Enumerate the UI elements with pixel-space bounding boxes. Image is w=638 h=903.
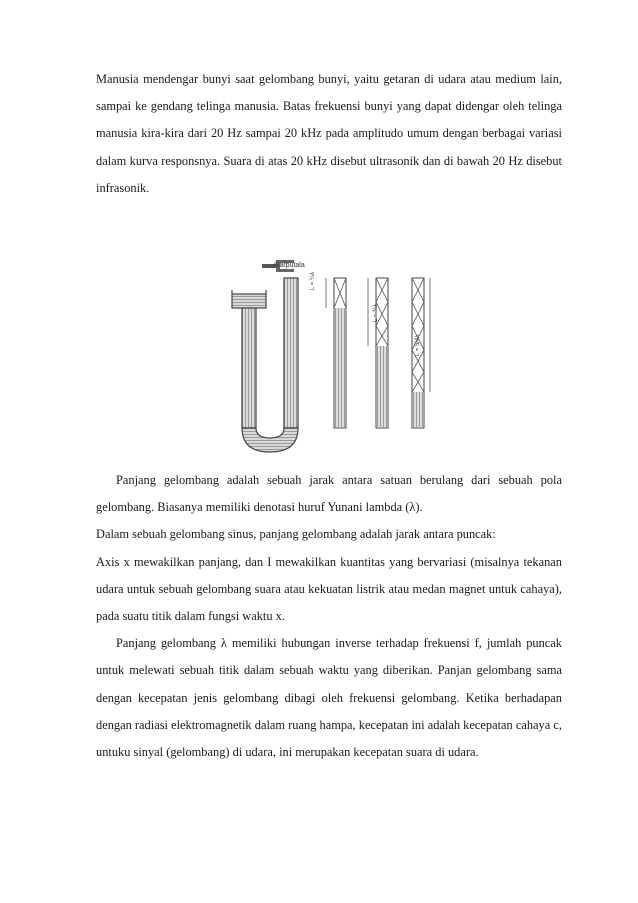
lambda-label-3: L = 5/4λ xyxy=(415,334,421,356)
garputala-label: Garputala xyxy=(274,262,305,269)
resonance-tube-diagram xyxy=(214,250,438,460)
paragraph-axis: Axis x mewakilkan panjang, dan I mewakilkan kuantitas yang bervariasi (misalnya tekanan udara untuk sebuah gelombang suara atau kekuatan listrik atau medan magnet untuk cahaya), pada suatu titik dalam fungsi waktu x. xyxy=(96,554,562,624)
resonance-tube-2 xyxy=(368,278,388,428)
paragraph-hearing: Manusia mendengar bunyi saat gelombang bunyi, yaitu getaran di udara atau medium lain, sampai ke gendang telinga manusia. Batas frekuensi bunyi yang dapat didengar oleh telinga manusia kira-kira dari 20 Hz sampai 20 kHz pada amplitudo umum dengan berbagai variasi dalam kurva responsnya. Suara di atas 20 kHz disebut ultrasonik dan di bawah 20 Hz disebut infrasonik. xyxy=(96,72,562,195)
paragraph-wavelength-def: Panjang gelombang adalah sebuah jarak antara satuan berulang dari sebuah pola gelombang. Biasanya memiliki denotasi huruf Yunani lambda (λ). xyxy=(96,473,562,515)
u-tube-icon xyxy=(232,278,298,452)
paragraph-inverse-relation: Panjang gelombang λ memiliki hubungan inverse terhadap frekuensi f, jumlah puncak untuk melewati sebuah titik dalam sebuah waktu yang diberikan. Panjan gelombang sama dengan kecepatan jenis gelombang dibagi oleh frekuensi gelombang. Ketika berhadapan dengan radiasi elektromagnetik dalam ruang hampa, kecepatan ini adalah kecepatan cahaya c, untuku sinyal (gelombang) di udara, ini merupakan kecepatan suara di udara. xyxy=(96,636,562,760)
intro-paragraph-block xyxy=(96,66,562,202)
resonance-tube-figure xyxy=(214,250,438,460)
resonance-tube-1 xyxy=(326,278,346,428)
paragraph-sine-wave: Dalam sebuah gelombang sinus, panjang gelombang adalah jarak antara puncak: xyxy=(96,527,496,542)
lambda-label-2: L = ¾λ xyxy=(373,304,379,322)
wavelength-paragraph-block xyxy=(96,467,562,766)
lambda-label-1: L = ¼λ xyxy=(310,272,316,290)
